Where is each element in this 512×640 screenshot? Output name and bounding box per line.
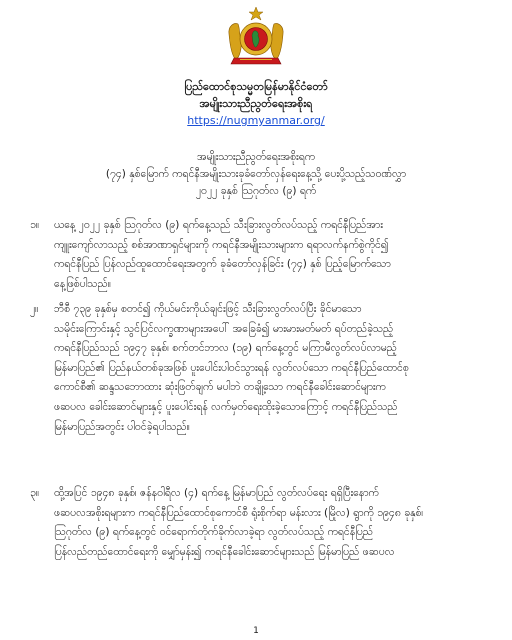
- paragraph-line: ဩဂုတ်လ (၉) ရက်နေ့တွင် ဝင်ရောက်တိုက်ခိုက်လာခဲ့ရာ လွတ်လပ်သည့် ကရင်နီပြည်: [54, 526, 374, 539]
- paragraph-line: သမိုင်းကြောင်းနှင့် သွင်ပြင်လက္ခဏာများအပေါ် အခြေခံ၍ မားမားမတ်မတ် ရပ်တည်ခဲ့သည့်: [54, 322, 394, 335]
- paragraph-line: ဘီစီ ၇၃၉ ခုနှစ်မှ စတင်၍ ကိုယ်မင်းကိုယ်ချင်းဖြင့် သီးခြားလွတ်လပ်ပြီး ခိုင်မာသော: [54, 303, 362, 315]
- paragraph-line: ကောင်စီ၏ ဆန္ဒသဘောထား ဆုံးဖြတ်ချက် မပါဘဲ တချို့သော ကရင်နီခေါင်းဆောင်များက: [54, 381, 386, 394]
- paragraph-line: ကရင်နီပြည် ပြန်လည်ထူထောင်ရေးအတွက် ခုခံတော်လှန်ခြင်း (၇၄) နှစ် ပြည့်မြောက်သော: [54, 258, 391, 271]
- message-date: ၂၀၂၂ ခုနှစ် ဩဂုတ်လ (၉) ရက်: [195, 185, 317, 197]
- paragraph-line: ကရင်နီပြည်သည် ၁၉၄၇ ခုနှစ်၊ စက်တင်ဘာလ (၁၉) ရက်နေ့တွင် မကြာမီလွတ်လပ်လာမည့်: [54, 342, 397, 355]
- paragraph-line: ပြန်လည်တည်ထောင်ရေးကို မျှော်မှန်း၍ ကရင်နီခေါင်းဆောင်များသည် မြန်မာပြည် ဖဆပလ: [54, 545, 395, 558]
- paragraph-line: ဖဆပလအစိုးရများက ကရင်နီပြည်ထောင်စုကောင်စီ ရုံးစိုက်ရာ မန်းလား (မြိုလ) ရွာကို ၁၉၄၈ ခုနှစ်၊: [54, 506, 424, 519]
- message-title: (၇၄) နှစ်မြောက် ကရင်နီအမျိုးသားခုခံတော်လှန်ရေးနေ့သို့ ပေးပို့သည့်သဝဏ်လွှာ: [105, 168, 407, 180]
- paragraph-line: ထို့အပြင် ၁၉၄၈ ခုနှစ်၊ ဇန်နဝါရီလ (၄) ရက်နေ့ မြန်မာပြည် လွတ်လပ်ရေး ရရှိပြီးနောက်: [54, 487, 379, 499]
- paragraph-line: နေ့ဖြစ်ပါသည်။: [54, 277, 111, 290]
- paragraph-3: [54, 484, 486, 562]
- paragraph-line: ယနေ့ ၂၀၂၂ ခုနှစ် ဩဂုတ်လ (၉) ရက်နေ့သည် သီးခြားလွတ်လပ်သည့် ကရင်နီပြည်အား: [54, 219, 383, 231]
- paragraph-line: ဖဆပလ ခေါင်းဆောင်များနှင့် ပူးပေါင်းရန် လက်မှတ်ရေးထိုးခဲ့သောကြောင့် ကရင်နီပြည်သည်: [54, 400, 398, 413]
- paragraph-1: [54, 216, 486, 294]
- government-name: ပြည်ထောင်စုသမ္မတမြန်မာနိုင်ငံတော်: [184, 80, 328, 93]
- paragraph-line: မြန်မာပြည်၏ ပြည်နယ်တစ်ခုအဖြစ် ပူးပေါင်းပါဝင်သွားရန် လွတ်လပ်သော ကရင်နီပြည်ထောင်စု: [54, 361, 409, 374]
- website-link[interactable]: https://nugmyanmar.org/: [187, 114, 325, 127]
- state-emblem-icon: [226, 6, 286, 68]
- paragraph-2: [54, 300, 486, 437]
- government-subtitle: အမျိုးသားညီညွတ်ရေးအစိုးရ: [199, 97, 313, 110]
- paragraph-line: မြန်မာပြည်အတွင်း ပါဝင်ခဲ့ရပါသည်။: [54, 420, 190, 433]
- paragraph-number: ၃။: [30, 487, 40, 499]
- paragraph-line: ကျူးကျော်လာသည့် စစ်အာဏာရှင်များကို ကရင်နီအမျိုးသားများက ရရာလက်နက်စွဲကိုင်၍: [54, 238, 389, 251]
- page-number: 1: [253, 626, 259, 636]
- paragraph-number: ၂။: [30, 303, 39, 315]
- paragraph-number: ၁။: [30, 219, 40, 231]
- issuer-line: အမျိုးသားညီညွတ်ရေးအစိုးရက: [196, 151, 316, 163]
